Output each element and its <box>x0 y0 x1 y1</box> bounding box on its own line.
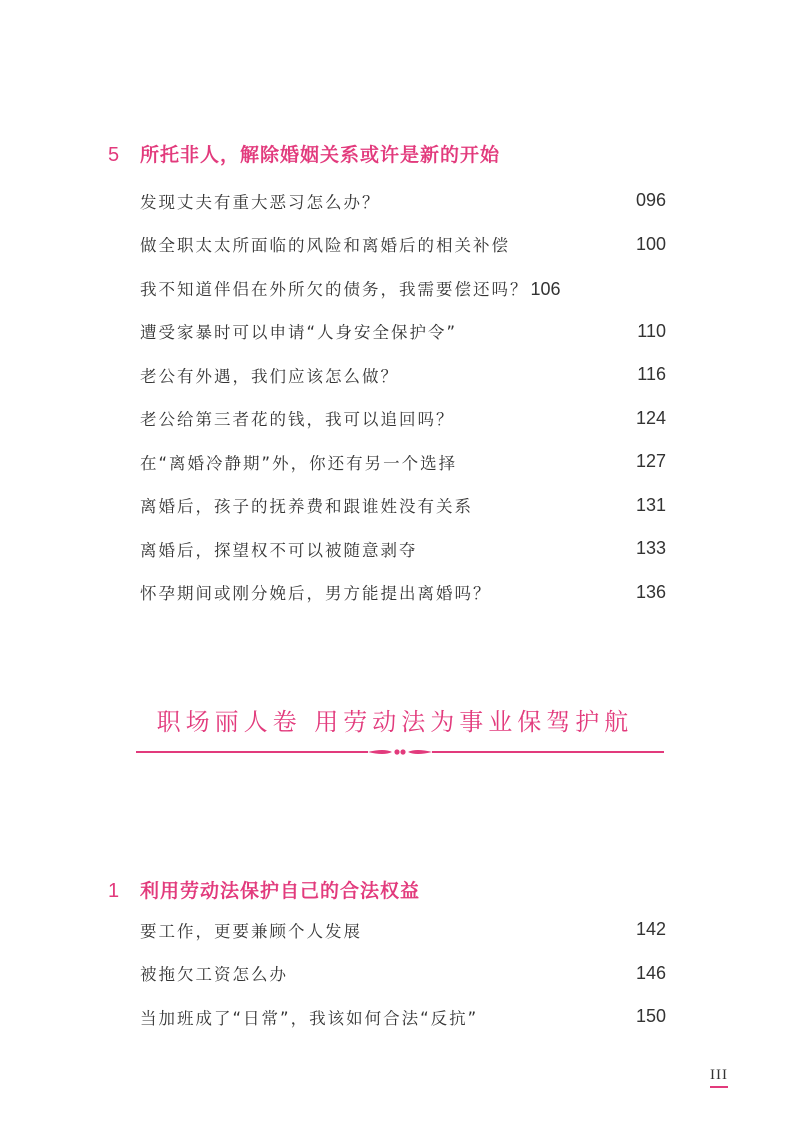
toc-entry-page: 131 <box>635 494 666 515</box>
toc-entry-title: 老公给第三者花的钱，我可以追回吗？ <box>140 410 455 430</box>
page-number: III <box>710 1067 728 1088</box>
toc-entry[interactable] <box>140 571 666 615</box>
toc-entry-title: 当加班成了“日常”，我该如何合法“反抗” <box>140 1008 479 1028</box>
toc-entry[interactable] <box>140 397 666 441</box>
toc-entry-title: 离婚后，探望权不可以被随意剥夺 <box>140 540 418 560</box>
chapter-number: 1 <box>108 880 121 902</box>
toc-entry-page: 116 <box>637 364 666 385</box>
chapter-5-toc <box>140 179 666 614</box>
toc-entry-page: 124 <box>635 407 666 428</box>
toc-entry[interactable] <box>140 952 666 996</box>
toc-entry[interactable] <box>140 995 666 1039</box>
toc-entry-title: 老公有外遇，我们应该怎么做？ <box>140 366 399 386</box>
chapter-1-heading <box>108 876 420 903</box>
chapter-5-heading <box>108 140 500 167</box>
toc-entry-page: 110 <box>637 320 666 341</box>
toc-entry[interactable] <box>140 266 666 310</box>
toc-entry-title: 被拖欠工资怎么办 <box>140 965 288 985</box>
toc-entry-page: 106 <box>530 278 561 299</box>
toc-entry-title: 我不知道伴侣在外所欠的债务，我需要偿还吗？ <box>140 279 529 299</box>
toc-entry-page: 133 <box>635 538 666 559</box>
toc-entry-page: 096 <box>635 190 666 211</box>
toc-entry-page: 150 <box>635 1006 666 1027</box>
toc-entry[interactable] <box>140 440 666 484</box>
chapter-number: 5 <box>108 144 121 166</box>
chapter-title: 所托非人，解除婚姻关系或许是新的开始 <box>140 144 501 166</box>
toc-entry-title: 怀孕期间或刚分娩后，男方能提出离婚吗？ <box>140 584 492 604</box>
toc-entry[interactable] <box>140 484 666 528</box>
toc-entry-title: 要工作，更要兼顾个人发展 <box>140 921 362 941</box>
toc-entry-title: 离婚后，孩子的抚养费和跟谁姓没有关系 <box>140 497 473 517</box>
toc-entry-page: 146 <box>635 962 666 983</box>
toc-entry[interactable] <box>140 179 666 223</box>
section-title: 职场丽人卷 用劳动法为事业保驾护航 <box>156 708 634 736</box>
toc-entry-page: 136 <box>635 581 666 602</box>
toc-entry-page: 142 <box>635 919 666 940</box>
toc-entry[interactable] <box>140 527 666 571</box>
toc-entry-title: 在“离婚冷静期”外，你还有另一个选择 <box>140 453 458 473</box>
chapter-title: 利用劳动法保护自己的合法权益 <box>140 880 421 902</box>
toc-entry[interactable] <box>140 353 666 397</box>
toc-entry-page: 127 <box>635 451 666 472</box>
toc-entry[interactable] <box>140 310 666 354</box>
toc-entry[interactable] <box>140 223 666 267</box>
toc-entry-title: 发现丈夫有重大恶习怎么办？ <box>140 192 381 212</box>
section-divider-ornament <box>136 745 664 759</box>
chapter-1-toc <box>140 908 666 1039</box>
toc-entry-title-wrap <box>140 276 561 300</box>
toc-entry-title: 做全职太太所面临的风险和离婚后的相关补偿 <box>140 236 510 256</box>
toc-entry[interactable] <box>140 908 666 952</box>
toc-entry-page: 100 <box>635 233 666 254</box>
toc-entry-title: 遭受家暴时可以申请“人身安全保护令” <box>140 323 458 343</box>
